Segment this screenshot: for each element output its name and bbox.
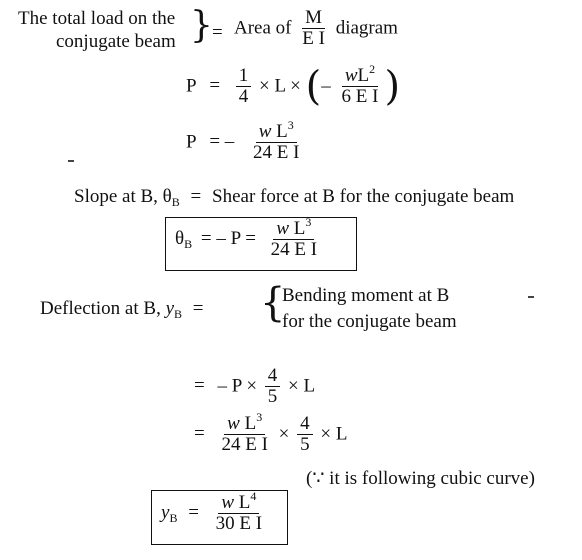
eq1-rhs-prefix: Area of — [234, 17, 292, 39]
eq1-frac-den: E I — [302, 27, 325, 49]
eq6-L: L — [244, 413, 257, 434]
slope-theta: θ — [162, 186, 172, 207]
eq3-frac-den: 24 E I — [253, 141, 300, 163]
eq1-rhs — [234, 8, 398, 49]
scan-speck — [68, 160, 74, 162]
eq6-w: w — [227, 413, 240, 434]
deflection-left-brace: { — [260, 280, 286, 326]
boxed2-exp: 4 — [250, 489, 257, 503]
boxed1-frac-num — [273, 215, 314, 240]
eq2 — [186, 62, 401, 110]
eq3-lhs: P — [186, 131, 197, 153]
eq6-exp: 3 — [256, 410, 263, 424]
eq6-frac1-den: 24 E I — [221, 433, 268, 455]
deflection-rhs2: for the conjugate beam — [282, 311, 457, 332]
eq3-frac — [250, 118, 302, 163]
eq6-frac1-num — [224, 410, 265, 435]
eq2-equals: = — [209, 75, 221, 97]
boxed1-w: w — [276, 218, 290, 239]
boxed2-frac-num — [218, 489, 259, 514]
eq1-lhs-line1: The total load on the — [18, 8, 176, 29]
boxed1-exp: 3 — [305, 215, 312, 229]
eq2-times-L: × L × — [259, 75, 301, 97]
eq5-equals: = — [194, 375, 205, 397]
boxed2-w: w — [221, 492, 235, 513]
boxed2-frac-den: 30 E I — [215, 512, 263, 534]
eq2-frac2-num — [342, 62, 378, 87]
boxed1-frac-den: 24 E I — [270, 238, 318, 260]
eq2-frac1 — [236, 66, 252, 107]
eq2-frac1-den: 4 — [238, 85, 249, 107]
eq6-frac2-num: 4 — [297, 414, 313, 435]
boxed2-frac — [213, 489, 265, 534]
boxed2-equals: = — [188, 502, 199, 524]
boxed1-L: L — [293, 218, 306, 239]
slope-sub: B — [171, 195, 180, 209]
deflection-y: y — [165, 298, 175, 319]
eq1-fraction — [299, 8, 328, 49]
slope-rhs: Shear force at B for the conjugate beam — [212, 186, 515, 207]
eq2-L: L — [357, 65, 370, 86]
eq6 — [194, 410, 348, 455]
boxed2-sub: B — [169, 511, 178, 526]
cubic-curve-note: (∵ it is following cubic curve) — [306, 468, 535, 489]
boxed1-frac — [268, 215, 320, 260]
eq2-minus: – — [321, 75, 331, 97]
eq6-suffix: × L — [320, 423, 348, 445]
eq6-frac2-den: 5 — [300, 433, 310, 455]
eq5-frac-den: 5 — [267, 385, 278, 407]
eq3-exp: 3 — [287, 118, 294, 132]
eq3-L: L — [276, 121, 288, 142]
eq3-w: w — [258, 121, 272, 142]
eq3 — [186, 118, 305, 163]
eq1-rhs-suffix: diagram — [335, 17, 398, 39]
eq5-frac — [265, 366, 281, 407]
slope-equals: = — [190, 186, 202, 207]
eq1-right-brace: } — [190, 5, 213, 46]
scan-speck-2 — [528, 296, 534, 298]
boxed2-y-wrap — [161, 502, 178, 526]
deflection-sub: B — [174, 307, 183, 321]
eq2-frac2 — [339, 62, 382, 107]
eq6-frac2 — [297, 414, 313, 455]
deflection-rhs1: Bending moment at B — [282, 285, 450, 306]
eq2-w: w — [344, 65, 358, 86]
eq1-frac-num: M — [302, 8, 325, 29]
deflection-label: Deflection at B, — [40, 298, 161, 319]
eq3-frac-num — [256, 118, 297, 143]
boxed2-L: L — [238, 492, 251, 513]
eq2-lhs: P — [186, 75, 197, 97]
eq3-equals: = – — [209, 131, 235, 153]
eq6-times: × — [278, 423, 290, 445]
boxed-deflection-content — [161, 489, 268, 534]
eq5-suffix: × L — [288, 375, 316, 397]
eq2-exp: 2 — [369, 62, 376, 76]
boxed2-y: y — [161, 502, 170, 524]
deflection-equals: = — [192, 298, 204, 319]
eq2-close-paren: ) — [384, 63, 401, 110]
eq5 — [194, 366, 315, 407]
boxed1-theta: θ — [175, 228, 185, 250]
eq1-lhs-line2: conjugate beam — [56, 31, 176, 52]
eq6-equals: = — [194, 423, 205, 445]
boxed1-theta-wrap — [175, 228, 193, 252]
deflection-label-line — [40, 298, 210, 320]
boxed1-mid: = – P = — [200, 228, 256, 250]
eq5-frac-num: 4 — [265, 366, 281, 387]
eq2-open-paren: ( — [305, 63, 322, 110]
eq5-prefix: – P × — [217, 375, 258, 397]
eq2-frac2-den: 6 E I — [341, 85, 379, 107]
slope-label: Slope at B, — [74, 186, 158, 207]
boxed-theta-content — [175, 215, 323, 260]
eq1-equals: = — [212, 22, 223, 43]
eq6-frac1 — [218, 410, 270, 455]
eq2-frac1-num: 1 — [236, 66, 252, 87]
boxed1-sub: B — [184, 237, 193, 252]
slope-line — [74, 186, 514, 208]
